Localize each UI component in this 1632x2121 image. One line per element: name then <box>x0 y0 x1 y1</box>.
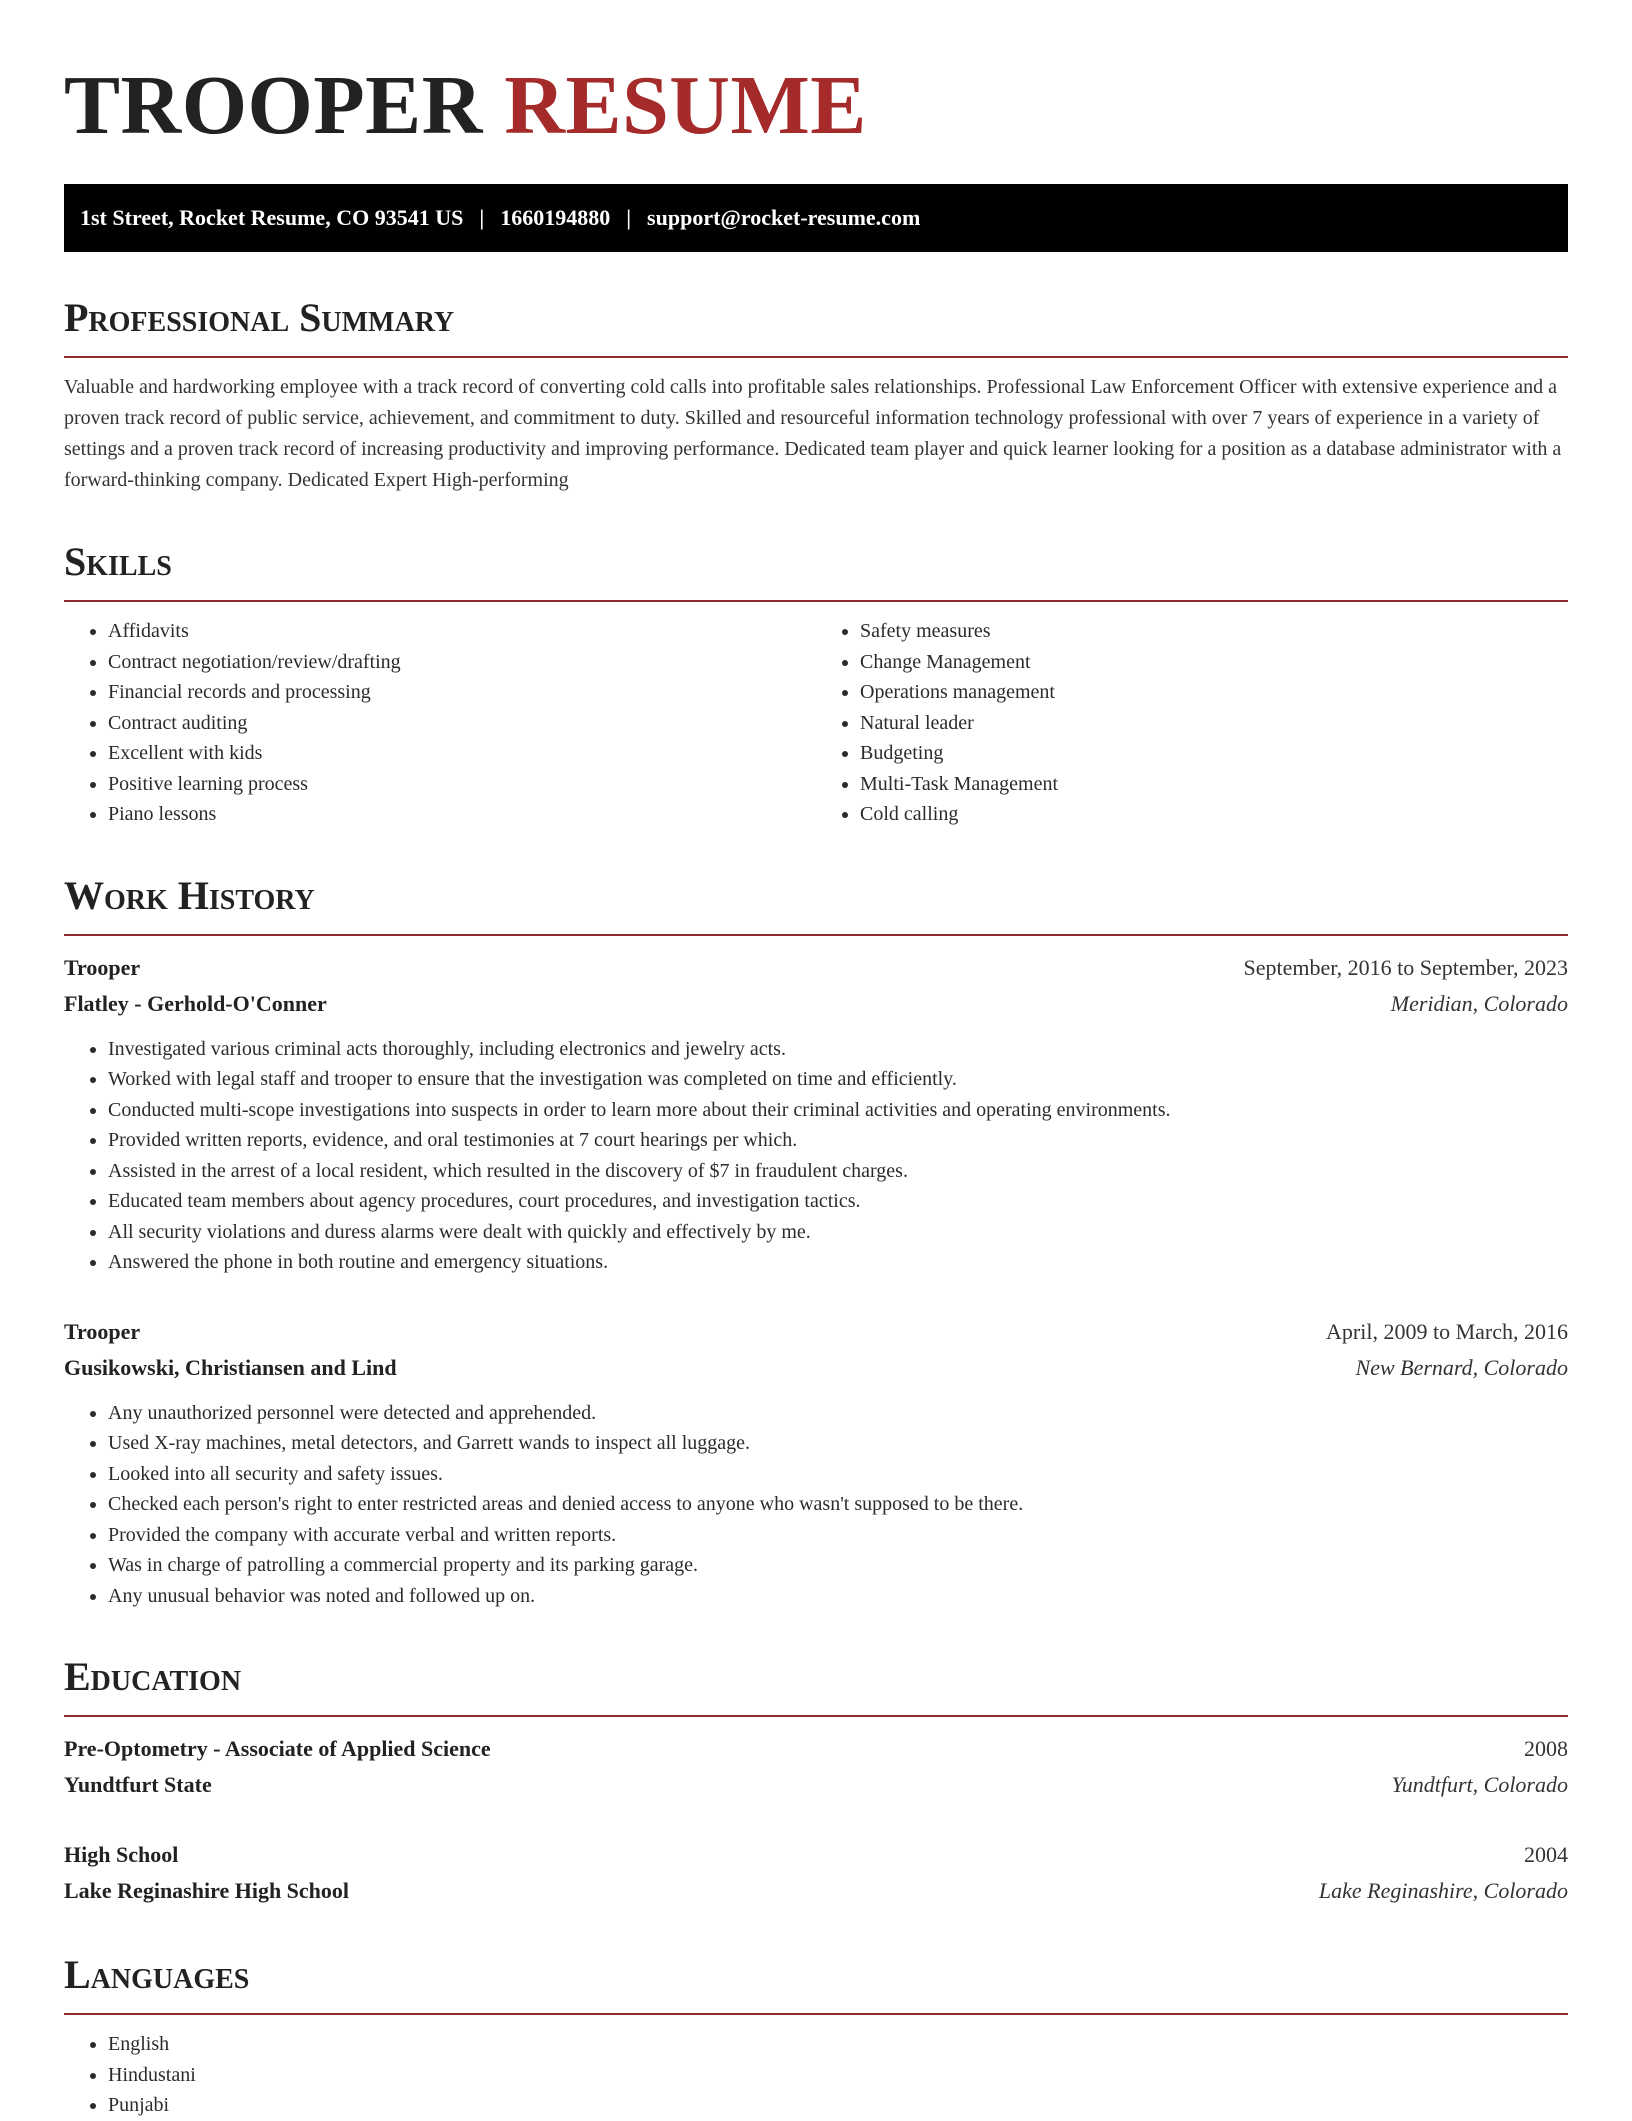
summary-text: Valuable and hardworking employee with a track record of converting cold calls into profitable sales relationships. Professional Law Enforcement Officer with extensive experience and a proven track record of public service, achievement, and commitment to duty. Skilled and resourceful information technology professional with over 7 years of experience in a variety of settings and a proven track record of increasing productivity and improving performance. Dedicated team player and quick learner looking for a position as a database administrator with a forward-thinking company. Dedicated Expert High-performing <box>64 376 1562 491</box>
job-company: Gusikowski, Christiansen and Lind <box>64 1354 397 1380</box>
contact-address: 1st Street, Rocket Resume, CO 93541 US <box>80 205 464 230</box>
duty-item: • Provided written reports, evidence, and oral testimonies at 7 court hearings per which. <box>108 1125 1568 1156</box>
skill-item: • Operations management <box>860 677 1568 708</box>
skill-item: • Piano lessons <box>108 799 816 830</box>
school-location: Yundtfurt, Colorado <box>1391 1772 1568 1797</box>
skill-item: • Multi-Task Management <box>860 769 1568 800</box>
section-title: Languages <box>64 1952 250 1997</box>
section-divider <box>64 356 1568 358</box>
skills-grid <box>64 616 1568 830</box>
contact-bar <box>64 184 1568 252</box>
skill-item: • Contract auditing <box>108 708 816 739</box>
skill-item: • Cold calling <box>860 799 1568 830</box>
section-title: Education <box>64 1654 242 1699</box>
job-company: Flatley - Gerhold-O'Conner <box>64 990 327 1016</box>
skill-item: • Contract negotiation/review/drafting <box>108 647 816 678</box>
education-entry <box>64 1837 1568 1909</box>
duty-item: • Used X-ray machines, metal detectors, and Garrett wands to inspect all luggage. <box>108 1428 1568 1459</box>
contact-separator: | <box>479 205 485 230</box>
skill-item: • Change Management <box>860 647 1568 678</box>
skill-item: • Affidavits <box>108 616 816 647</box>
summary-section <box>64 296 1568 496</box>
job-duties <box>64 1398 1568 1612</box>
duty-item: • Any unauthorized personnel were detected and apprehended. <box>108 1398 1568 1429</box>
section-divider <box>64 600 1568 602</box>
language-item: • English <box>108 2029 1568 2060</box>
contact-separator: | <box>626 205 632 230</box>
skill-item: • Excellent with kids <box>108 738 816 769</box>
last-name: RESUME <box>504 59 867 152</box>
languages-list <box>64 2029 1568 2121</box>
duty-item: • Provided the company with accurate verbal and written reports. <box>108 1520 1568 1551</box>
language-item: • Hindustani <box>108 2060 1568 2091</box>
resume-name <box>64 59 1568 152</box>
skill-item: • Safety measures <box>860 616 1568 647</box>
duty-item: • Educated team members about agency procedures, court procedures, and investigation tactics. <box>108 1186 1568 1217</box>
duty-item: • Assisted in the arrest of a local resident, which resulted in the discovery of $7 in fraudulent charges. <box>108 1156 1568 1187</box>
section-title: Professional Summary <box>64 295 455 340</box>
work-history-section <box>64 874 1568 1612</box>
duty-item: • Conducted multi-scope investigations into suspects in order to learn more about their criminal activities and operating environments. <box>108 1095 1568 1126</box>
section-divider <box>64 934 1568 936</box>
degree: High School <box>64 1842 179 1867</box>
skill-item: • Natural leader <box>860 708 1568 739</box>
job-location: New Bernard, Colorado <box>1355 1354 1568 1380</box>
duty-item: • Looked into all security and safety issues. <box>108 1459 1568 1490</box>
job-dates: September, 2016 to September, 2023 <box>1243 954 1568 980</box>
job-title: Trooper <box>64 1318 141 1344</box>
degree: Pre-Optometry - Associate of Applied Science <box>64 1736 491 1761</box>
duty-item: • Investigated various criminal acts thoroughly, including electronics and jewelry acts. <box>108 1034 1568 1065</box>
job-entry <box>64 1314 1568 1612</box>
skill-item: • Financial records and processing <box>108 677 816 708</box>
school-location: Lake Reginashire, Colorado <box>1318 1878 1568 1903</box>
skill-item: • Budgeting <box>860 738 1568 769</box>
job-dates: April, 2009 to March, 2016 <box>1326 1318 1568 1344</box>
education-entry <box>64 1731 1568 1803</box>
graduation-year: 2008 <box>1524 1736 1568 1761</box>
section-title: Skills <box>64 539 172 584</box>
duty-item: • Answered the phone in both routine and emergency situations. <box>108 1247 1568 1278</box>
section-divider <box>64 1715 1568 1717</box>
job-title: Trooper <box>64 954 141 980</box>
skill-item: • Positive learning process <box>108 769 816 800</box>
skills-list-right <box>816 616 1568 830</box>
duty-item: • All security violations and duress alarms were dealt with quickly and effectively by me. <box>108 1217 1568 1248</box>
job-entry <box>64 950 1568 1278</box>
duty-item: • Worked with legal staff and trooper to ensure that the investigation was completed on time and efficiently. <box>108 1064 1568 1095</box>
first-name: TROOPER <box>64 59 483 152</box>
contact-email: support@rocket-resume.com <box>647 205 921 230</box>
education-section <box>64 1655 1568 1909</box>
language-item: • Punjabi <box>108 2090 1568 2121</box>
job-location: Meridian, Colorado <box>1390 990 1568 1016</box>
contact-phone: 1660194880 <box>500 205 611 230</box>
skills-section <box>64 540 1568 830</box>
duty-item: • Checked each person's right to enter restricted areas and denied access to anyone who wasn't supposed to be there. <box>108 1489 1568 1520</box>
school-name: Yundtfurt State <box>64 1772 212 1797</box>
skills-list-left <box>64 616 816 830</box>
section-divider <box>64 2013 1568 2015</box>
duty-item: • Was in charge of patrolling a commercial property and its parking garage. <box>108 1550 1568 1581</box>
section-title: Work History <box>64 872 315 918</box>
duty-item: • Any unusual behavior was noted and followed up on. <box>108 1581 1568 1612</box>
graduation-year: 2004 <box>1524 1842 1568 1867</box>
job-duties <box>64 1034 1568 1278</box>
languages-section <box>64 1953 1568 2121</box>
school-name: Lake Reginashire High School <box>64 1878 350 1903</box>
